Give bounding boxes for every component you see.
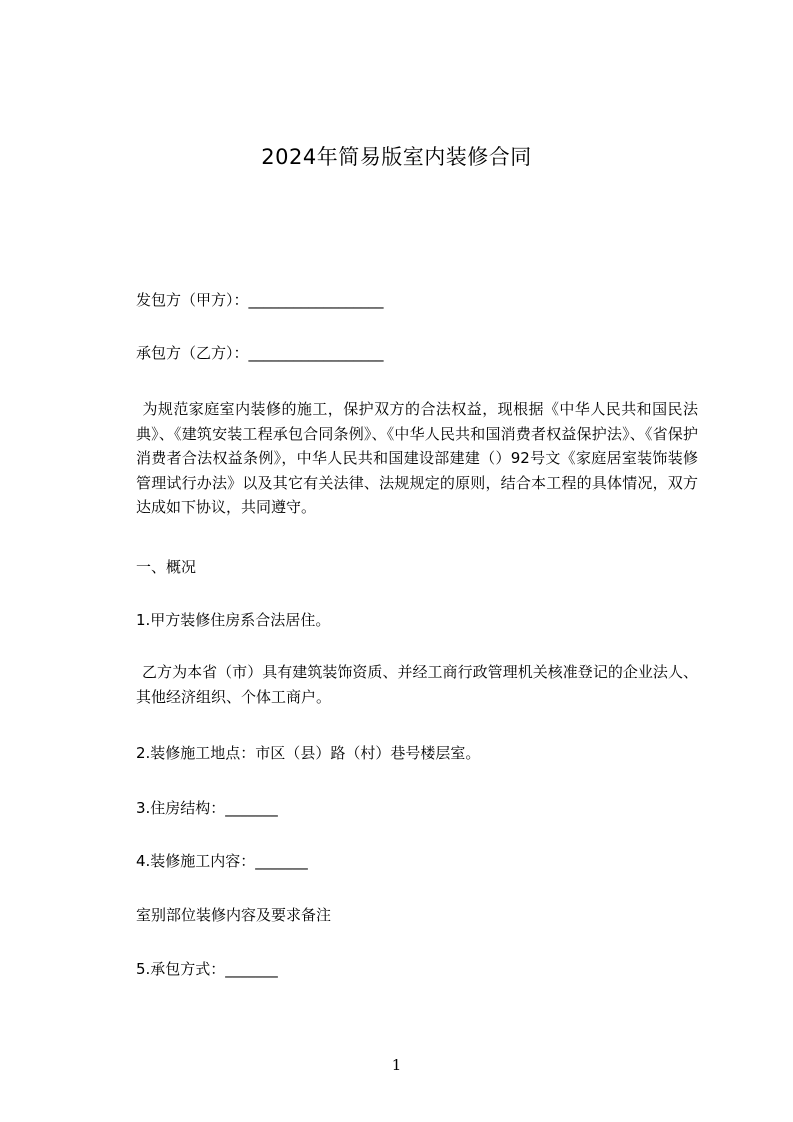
party-b-qualification-text: 乙方为本省（市）具有建筑装饰资质、并经工商行政管理机关核准登记的企业法人、其他经济组织、个体工商户。 bbox=[136, 663, 698, 706]
preamble-paragraph bbox=[136, 397, 698, 520]
item-5: 5.承包方式：_______ bbox=[136, 960, 278, 978]
item-1: 1.甲方装修住房系合法居住。 bbox=[136, 611, 331, 629]
item-2: 2.装修施工地点：市区（县）路（村）巷号楼层室。 bbox=[136, 744, 481, 762]
party-b-qualification-paragraph bbox=[136, 660, 698, 709]
party-a-field: 发包方（甲方）：__________________ bbox=[136, 291, 384, 309]
item-3: 3.住房结构：_______ bbox=[136, 799, 278, 817]
section-1-heading: 一、概况 bbox=[136, 558, 197, 576]
document-title: 2024年简易版室内装修合同 bbox=[261, 145, 532, 169]
party-b-field: 承包方（乙方）：__________________ bbox=[136, 344, 384, 362]
page-number: 1 bbox=[391, 1056, 402, 1074]
preamble-text: 为规范家庭室内装修的施工，保护双方的合法权益，现根据《中华人民共和国民法典》、《建筑安装工程承包合同条例》、《中华人民共和国消费者权益保护法》、《省保护消费者合法权益条例》，中华人民共和国建设部建建（）92号文《家庭居室装饰装修管理试行办法》以及其它有关法律、法规规定的原则，结合本工程的具体情况，双方达成如下协议，共同遵守。 bbox=[136, 400, 698, 516]
item-4: 4.装修施工内容：_______ bbox=[136, 852, 308, 870]
room-table-header: 室别部位装修内容及要求备注 bbox=[136, 906, 332, 924]
